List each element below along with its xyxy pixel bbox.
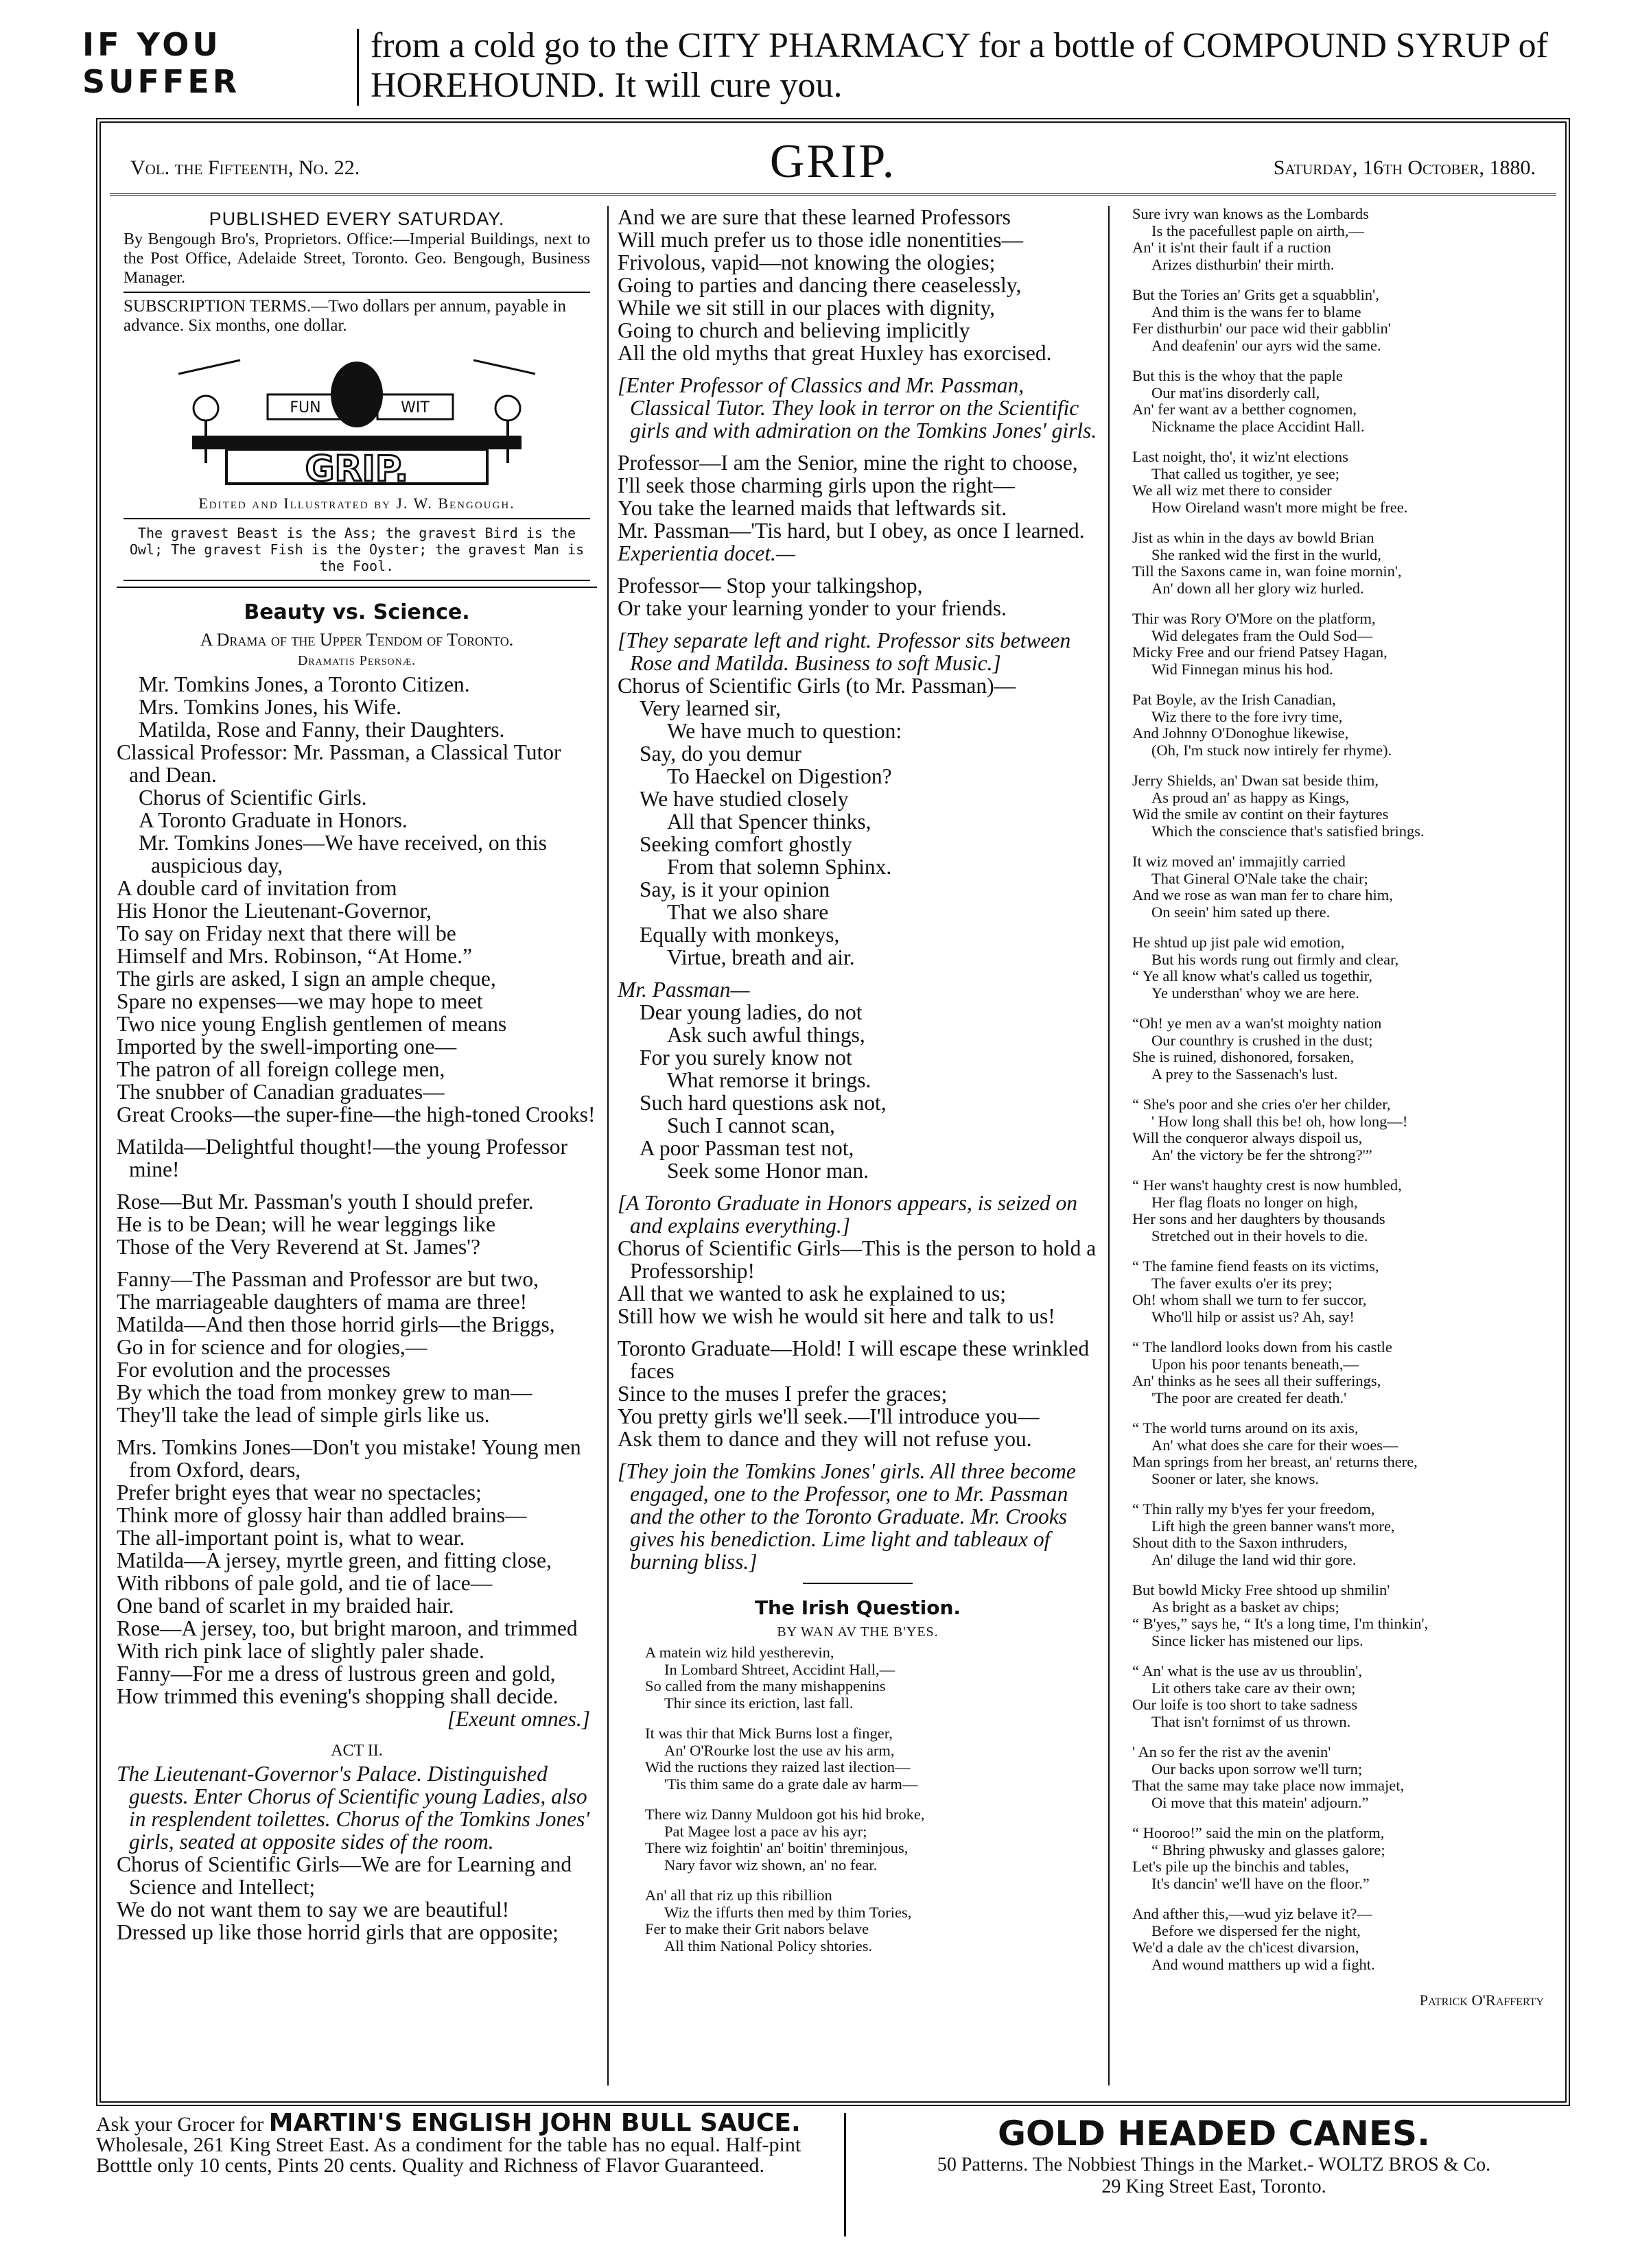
drama-line: Chorus of Scientific Girls—This is the person to hold a Professorship!	[618, 1236, 1097, 1283]
top-ad-text: from a cold go to the CITY PHARMACY for a bottle of COMPOUND SYRUP of HOREHOUND. It will cure you.	[371, 26, 1548, 105]
poem-line: An' down all her glory wiz hurled.	[1151, 579, 1364, 597]
volume-number: Vol. the Fifteenth, No. 22.	[130, 156, 360, 179]
poem-line: Since licker has mistened our lips.	[1151, 1631, 1363, 1649]
poem-line: “ The world turns around on its axis,	[1132, 1419, 1359, 1437]
poem-line: “ An' what is the use av us throublin',	[1132, 1662, 1362, 1679]
poem-line: An' all that riz up this ribillion	[645, 1887, 832, 1904]
poem-line: “Oh! ye men av a wan'st moighty nation	[1132, 1015, 1382, 1032]
drama-line: Professor—I am the Senior, mine the right to choose,	[618, 451, 1078, 475]
drama-line: Mr. Passman—'Tis hard, but I obey, as once I learned.	[618, 519, 1085, 543]
logo-grip-text: GRIP.	[305, 449, 409, 490]
poem-line: Her sons and her daughters by thousands	[1132, 1210, 1385, 1227]
poem-line: Upon his poor tenants beneath,—	[1151, 1355, 1359, 1373]
poem-line: It's dancin' we'll have on the floor.”	[1151, 1874, 1370, 1892]
drama-line: Matilda—Delightful thought!—the young Professor mine!	[117, 1135, 568, 1181]
drama-line: The snubber of Canadian graduates—	[117, 1080, 445, 1104]
drama-line: Frivolous, vapid—not knowing the ologies;	[618, 250, 996, 274]
irish-question-byline: BY WAN AV THE B'YES.	[777, 1625, 939, 1640]
drama-stage-direction: [A Toronto Graduate in Honors appears, is seized on and explains everything.]	[618, 1191, 1078, 1238]
poem-line: And afther this,—wud yiz belave it?—	[1132, 1905, 1372, 1922]
poem-line: And wound matthers up wid a fight.	[1151, 1955, 1375, 1973]
poem-line: Stretched out in their hovels to die.	[1151, 1227, 1368, 1244]
poem-line: That isn't fornimst of us thrown.	[1151, 1712, 1351, 1730]
drama-line: Classical Professor: Mr. Passman, a Classical Tutor and Dean.	[117, 740, 561, 787]
publisher-info: By Bengough Bro's, Proprietors. Office:—Imperial Buildings, next to the Post Office, Adelaide Street, Toronto. Geo. Bengough, Business Manager.	[124, 231, 590, 287]
poem-line: Man springs from her breast, an' returns there,	[1132, 1453, 1418, 1470]
poem-line: Our counthry is crushed in the dust;	[1151, 1031, 1373, 1049]
drama-line: By which the toad from monkey grew to man—	[117, 1380, 532, 1404]
drama-line: With ribbons of pale gold, and tie of lace—	[117, 1571, 493, 1595]
drama-line: Matilda—And then those horrid girls—the Briggs,	[117, 1312, 555, 1336]
chorus-line: We have studied closely	[640, 787, 849, 811]
grip-logo-illustration	[165, 346, 549, 491]
poem-line: Pat Boyle, av the Irish Canadian,	[1132, 691, 1336, 708]
poem-line: Who'll hilp or assist us? Ah, say!	[1151, 1308, 1355, 1325]
drama-line: Himself and Mrs. Robinson, “At Home.”	[117, 944, 472, 968]
drama-line: Since to the muses I prefer the graces;	[618, 1382, 948, 1406]
poem-line: Wid delegates fram the Ould Sod—	[1151, 626, 1373, 644]
drama-line: Prefer bright eyes that wear no spectacles;	[117, 1480, 482, 1504]
poem-line: “ Ye all know what's called us togethir,	[1132, 967, 1372, 984]
poem-line: And we rose as wan man fer to chare him,	[1132, 886, 1393, 903]
poem-line: Thir was Rory O'More on the platform,	[1132, 610, 1376, 627]
drama-line: Mrs. Tomkins Jones—Don't you mistake! Young men from Oxford, dears,	[117, 1435, 581, 1482]
top-ad-divider	[357, 29, 359, 106]
drama-line: While we sit still in our places with dignity,	[618, 296, 996, 320]
poem-line: Is the pacefullest paple on airth,—	[1151, 222, 1364, 239]
chorus-line: Seeking comfort ghostly	[640, 832, 852, 856]
passman-line: Dear young ladies, do not	[640, 1000, 863, 1024]
poem-line: A prey to the Sassenach's lust.	[1151, 1065, 1338, 1083]
poem-line: Arizes disthurbin' their mirth.	[1151, 255, 1335, 273]
poem-line: Will the conqueror always dispoil us,	[1132, 1129, 1363, 1146]
irish-poem-column-2	[618, 1644, 1098, 1954]
newspaper-title: GRIP.	[769, 135, 897, 188]
drama-line: A Toronto Graduate in Honors.	[139, 808, 408, 832]
poem-line: (Oh, I'm stuck now intirely fer rhyme).	[1151, 741, 1392, 759]
drama-line: Dressed up like those horrid girls that are opposite;	[117, 1920, 559, 1944]
poem-line: That Gineral O'Nale take the chair;	[1151, 869, 1368, 887]
drama-subtitle: A Drama of the Upper Tendom of Toronto.	[200, 630, 514, 650]
poem-line: The faver exults o'er its prey;	[1151, 1274, 1333, 1292]
chorus-line: Say, do you demur	[640, 742, 801, 766]
poem-line: 'Tis thim same do a grate dale av harm—	[664, 1775, 918, 1793]
drama-line: Imported by the swell-importing one—	[117, 1035, 457, 1059]
poem-line: Jist as whin in the days av bowld Brian	[1132, 529, 1374, 546]
poem-line: It was thir that Mick Burns lost a finger,	[645, 1725, 893, 1742]
editor-credit: Edited and Illustrated by J. W. Bengough.	[198, 495, 515, 512]
drama-line: Chorus of Scientific Girls.	[139, 785, 367, 810]
poem-line: Lift high the green banner wans't more,	[1151, 1517, 1395, 1535]
drama-line: And we are sure that these learned Professors	[618, 205, 1011, 229]
drama-line: [Exeunt omnes.]	[447, 1707, 590, 1731]
sauce-ad-lead: Ask your Grocer for	[96, 2113, 264, 2136]
poem-line: An' fer want av a betther cognomen,	[1132, 401, 1357, 418]
drama-line: The girls are asked, I sign an ample cheque,	[117, 967, 496, 991]
poem-line: Nary favor wiz shown, an' no fear.	[664, 1856, 878, 1874]
drama-stage-direction: [Enter Professor of Classics and Mr. Passman, Classical Tutor. They look in terror on the Scientific girls and with admiration on the Tomkins Jones' girls.	[618, 373, 1097, 442]
sauce-ad-brand: MARTIN'S ENGLISH JOHN BULL SAUCE.	[268, 2109, 801, 2137]
poem-line: “ The landlord looks down from his castle	[1132, 1338, 1392, 1356]
poem-line: A matein wiz hild yestherevin,	[645, 1644, 834, 1661]
drama-line: How trimmed this evening's shopping shall decide.	[117, 1684, 559, 1708]
poem-line: Lit others take care av their own;	[1151, 1679, 1356, 1697]
logo-banner-right: WIT	[401, 399, 430, 416]
poem-line: Shout dith to the Saxon inthruders,	[1132, 1534, 1348, 1551]
drama-line: Two nice young English gentlemen of means	[117, 1012, 507, 1036]
poem-line: “ Thin rally my b'yes fer your freedom,	[1132, 1500, 1375, 1517]
poem-line: How Oireland wasn't more might be free.	[1151, 498, 1408, 516]
logo-banner-left: FUN	[290, 399, 321, 416]
drama-line: Going to parties and dancing there ceaselessly,	[618, 273, 1022, 297]
drama-line: Matilda—A jersey, myrtle green, and fitting close,	[117, 1548, 552, 1572]
poem-line: ' An so fer the rist av the avenin'	[1132, 1743, 1331, 1760]
drama-line: Chorus of Scientific Girls—We are for Learning and Science and Intellect;	[117, 1852, 572, 1899]
chorus-line: All that Spencer thinks,	[667, 810, 871, 834]
poem-line: We all wiz met there to consider	[1132, 482, 1332, 499]
poem-line: “ Her wans't haughty crest is now humbled,	[1132, 1177, 1402, 1194]
passman-line: Such I cannot scan,	[667, 1113, 835, 1137]
drama-line: Fanny—For me a dress of lustrous green and gold,	[117, 1662, 556, 1686]
poem-line: Oi move that this matein' adjourn.”	[1151, 1793, 1369, 1811]
drama-text-column-1	[117, 673, 597, 1944]
poem-line: Fer to make their Grit nabors belave	[645, 1920, 869, 1937]
drama-title: Beauty vs. Science.	[244, 600, 470, 624]
poem-line: Wid the smile av contint on their faytures	[1132, 805, 1389, 823]
drama-line: To say on Friday next that there will be	[117, 921, 456, 945]
drama-line: The patron of all foreign college men,	[117, 1057, 445, 1081]
poem-line: Till the Saxons came in, wan foine mornin',	[1132, 563, 1402, 580]
column-2	[618, 206, 1098, 1954]
poem-line: Wid the ructions they raized last ilection—	[645, 1758, 911, 1775]
drama-line: Matilda, Rose and Fanny, their Daughters.	[139, 718, 505, 742]
drama-line: One band of scarlet in my braided hair.	[117, 1594, 454, 1618]
drama-line: A double card of invitation from	[117, 876, 397, 900]
drama-line: Chorus of Scientific Girls (to Mr. Passman)—	[618, 674, 1016, 698]
poem-line: Wiz the iffurts then med by thim Tories,	[664, 1903, 912, 1921]
drama-line: For evolution and the processes	[117, 1358, 390, 1382]
poem-line: Jerry Shields, an' Dwan sat beside thim,	[1132, 772, 1379, 789]
poem-line: ' How long shall this be! oh, how long—!	[1151, 1112, 1408, 1130]
drama-line: Spare no expenses—we may hope to meet	[117, 989, 483, 1013]
drama-line: Mr. Tomkins Jones, a Toronto Citizen.	[139, 672, 470, 696]
drama-line: All that we wanted to ask he explained to us;	[618, 1281, 1006, 1306]
poem-line: He shtud up jist pale wid emotion,	[1132, 934, 1345, 951]
poem-line: Let's pile up the binchis and tables,	[1132, 1858, 1349, 1875]
poem-line: But bowld Micky Free shtood up shmilin'	[1132, 1581, 1390, 1598]
poem-line: That called us togither, ye see;	[1151, 464, 1339, 482]
drama-line: They'll take the lead of simple girls like us.	[117, 1403, 490, 1427]
drama-line: Rose—A jersey, too, but bright maroon, and trimmed	[117, 1616, 578, 1640]
poem-line: “ Hooroo!” said the min on the platform,	[1132, 1824, 1385, 1841]
poem-line: It wiz moved an' immajitly carried	[1132, 853, 1346, 870]
passman-line: What remorse it brings.	[667, 1068, 871, 1092]
column-divider	[1108, 206, 1110, 2086]
poem-line: There wiz Danny Muldoon got his hid broke,	[645, 1806, 925, 1823]
column-divider	[607, 206, 609, 2086]
poem-line: Wid Finnegan minus his hod.	[1151, 660, 1333, 678]
poem-line: Last noight, tho', it wiz'nt elections	[1132, 448, 1348, 465]
poem-line: Sure ivry wan knows as the Lombards	[1132, 205, 1369, 222]
drama-line: Mr. Tomkins Jones—We have received, on this auspicious day,	[139, 831, 547, 877]
poem-line: Her flag floats no longer on high,	[1151, 1193, 1358, 1211]
poem-line: And thim is the wans fer to blame	[1151, 303, 1361, 320]
poem-line: Which the conscience that's satisfied brings.	[1151, 822, 1425, 840]
section-divider	[803, 1583, 913, 1584]
chorus-line: Very learned sir,	[640, 696, 782, 720]
chorus-line: Say, is it your opinion	[640, 877, 830, 901]
poem-line: Thir since its eriction, last fall.	[664, 1694, 854, 1712]
drama-stage-direction: [They separate left and right. Professor sits between Rose and Matilda. Business to soft Music.]	[618, 628, 1071, 675]
poem-line: That the same may take place now immajet,	[1132, 1777, 1405, 1794]
poem-line: 'The poor are created fer death.'	[1151, 1389, 1347, 1406]
canes-ad-line-1: 50 Patterns. The Nobbiest Things in the Market.- WOLTZ BROS & Co.	[937, 2154, 1491, 2175]
drama-line: You pretty girls we'll seek.—I'll introduce you—	[618, 1404, 1040, 1428]
drama-line: Professor— Stop your talkingshop,	[618, 574, 923, 598]
drama-line: All the old myths that great Huxley has exorcised.	[618, 341, 1052, 365]
drama-line: We do not want them to say we are beautiful!	[117, 1898, 510, 1922]
grip-logo-svg	[165, 346, 549, 491]
poem-line: She is ruined, dishonored, forsaken,	[1132, 1048, 1355, 1065]
poem-line: So called from the many mishappenins	[645, 1677, 886, 1694]
column-1	[117, 206, 597, 1944]
motto: The gravest Beast is the Ass; the gravest Bird is the Owl; The gravest Fish is the Oyster; the gravest Man is the Fool.	[124, 518, 590, 581]
poem-line: There wiz foightin' an' boitin' threminjous,	[645, 1839, 909, 1856]
drama-line: Go in for science and for ologies,—	[117, 1335, 428, 1359]
poem-line: Micky Free and our friend Patsey Hagan,	[1132, 643, 1387, 661]
poem-line: Sooner or later, she knows.	[1151, 1469, 1320, 1487]
canes-ad-title: GOLD HEADED CANES.	[998, 2114, 1430, 2153]
poem-line: In Lombard Shtreet, Accidint Hall,—	[664, 1660, 895, 1678]
poem-line: An' it is'nt their fault if a ruction	[1132, 239, 1331, 256]
chorus-line: We have much to question:	[667, 719, 902, 743]
poem-line: Fer disthurbin' our pace wid their gabblin'	[1132, 320, 1391, 337]
passman-line: Seek some Honor man.	[667, 1159, 869, 1183]
drama-line: Fanny—The Passman and Professor are but two,	[117, 1267, 539, 1291]
poem-line: An' thinks as he sees all their sufferings,	[1132, 1372, 1381, 1389]
drama-line: Think more of glossy hair than addled brains—	[117, 1503, 527, 1527]
publisher-box	[117, 209, 597, 588]
masthead	[110, 129, 1556, 192]
drama-stage-direction: [They join the Tomkins Jones' girls. All three become engaged, one to the Professor, one to Mr. Passman and the other to the Toronto Graduate. Mr. Crooks gives his benediction. Lime light and tableaux of burning bliss.]	[618, 1459, 1076, 1574]
poem-line: Our mat'ins disorderly call,	[1151, 383, 1320, 401]
drama-line: His Honor the Lieutenant-Governor,	[117, 899, 432, 923]
poem-line: An' the victory be fer the shtrong?'”	[1151, 1146, 1372, 1163]
drama-line: Mr. Passman—	[618, 978, 750, 1002]
poem-line: Our backs upon sorrow we'll turn;	[1151, 1760, 1363, 1777]
chorus-line: From that solemn Sphinx.	[667, 855, 892, 879]
drama-line: You take the learned maids that leftwards sit.	[618, 496, 1007, 520]
subscription-terms: SUBSCRIPTION TERMS.—Two dollars per annum, payable in advance. Six months, one dollar.	[124, 292, 590, 335]
drama-line: With rich pink lace of slightly paler shade.	[117, 1639, 484, 1663]
publisher-heading: PUBLISHED EVERY SATURDAY.	[209, 209, 505, 229]
drama-line: Toronto Graduate—Hold! I will escape these wrinkled faces	[618, 1336, 1090, 1383]
poem-line: But his words rung out firmly and clear,	[1151, 950, 1399, 968]
dramatis-personae-heading: Dramatis Personæ.	[297, 653, 417, 668]
passman-line: For you surely know not	[640, 1046, 852, 1070]
top-advertisement	[82, 26, 1585, 108]
drama-line: Ask them to dance and they will not refuse you.	[618, 1427, 1032, 1451]
poem-line: She ranked wid the first in the wurld,	[1151, 545, 1381, 563]
poem-line: Wiz there to the fore ivry time,	[1151, 707, 1343, 725]
poem-line: Before we dispersed fer the night,	[1151, 1922, 1361, 1939]
drama-text-column-2	[618, 206, 1098, 1573]
drama-line: He is to be Dean; will he wear leggings like	[117, 1212, 495, 1236]
drama-line: Experientia docet.—	[618, 541, 795, 565]
chorus-line: To Haeckel on Digestion?	[667, 764, 892, 788]
drama-stage-direction: The Lieutenant-Governor's Palace. Distinguished guests. Enter Chorus of Scientific young Ladies, also in resplendent toilettes. Chorus of the Tomkins Jones' girls, seated at opposite sides of the room.	[117, 1762, 590, 1854]
poem-line: As bright as a basket av chips;	[1151, 1598, 1339, 1616]
poem-line: But the Tories an' Grits get a squabblin',	[1132, 286, 1379, 303]
canes-advertisement	[858, 2113, 1570, 2198]
bottom-ad-divider	[844, 2113, 846, 2236]
passman-line: Such hard questions ask not,	[640, 1091, 887, 1115]
poem-line: Pat Magee lost a pace av his ayr;	[664, 1822, 867, 1840]
sauce-ad-text: Wholesale, 261 King Street East. As a condiment for the table has no equal. Half-pint Botttle only 10 cents, Pints 20 cents. Quality and Richness of Flavor Guaranteed.	[96, 2134, 801, 2177]
act-heading: ACT II.	[331, 1742, 383, 1760]
drama-line: The marriageable daughters of mama are three!	[117, 1290, 528, 1314]
poem-line: Our loife is too short to take sadness	[1132, 1696, 1358, 1713]
issue-date: Saturday, 16th October, 1880.	[1273, 156, 1536, 179]
canes-ad-line-2: 29 King Street East, Toronto.	[1101, 2176, 1326, 2197]
poem-line: “ B'yes,” says he, “ It's a long time, I'm thinkin',	[1132, 1615, 1429, 1632]
drama-line: Or take your learning yonder to your friends.	[618, 596, 1007, 620]
poem-line: On seein' him sated up there.	[1151, 903, 1331, 921]
irish-poem-column-3	[1119, 206, 1565, 2009]
poem-line: All thim National Policy shtories.	[664, 1937, 873, 1954]
drama-line: Will much prefer us to those idle nonentities—	[618, 228, 1023, 252]
poem-line: “ Bhring phwusky and glasses galore;	[1151, 1841, 1385, 1858]
poem-line: And deafenin' our ayrs wid the same.	[1151, 336, 1381, 354]
masthead-rule	[110, 193, 1556, 196]
bottom-advertisements	[96, 2109, 1570, 2250]
poem-line: An' diluge the land wid thir gore.	[1151, 1550, 1357, 1568]
chorus-line: Virtue, breath and air.	[667, 945, 855, 969]
poem-line: And Johnny O'Donoghue likewise,	[1132, 724, 1349, 742]
poem-line: “ She's poor and she cries o'er her childer,	[1132, 1096, 1391, 1113]
poem-line: An' O'Rourke lost the use av his arm,	[664, 1741, 895, 1759]
drama-line: Those of the Very Reverend at St. James'?	[117, 1235, 480, 1259]
poem-line: “ The famine fiend feasts on its victims,	[1132, 1257, 1379, 1275]
irish-question-title: The Irish Question.	[754, 1596, 961, 1619]
passman-line: Ask such awful things,	[667, 1023, 865, 1047]
column-3	[1119, 206, 1565, 2009]
poem-signature: Patrick O'Rafferty	[1419, 1992, 1544, 2009]
drama-line: The all-important point is, what to wear.	[117, 1526, 465, 1550]
chorus-line: Equally with monkeys,	[640, 923, 840, 947]
poem-line: We'd a dale av the ch'icest divarsion,	[1132, 1939, 1359, 1956]
drama-line: Rose—But Mr. Passman's youth I should prefer.	[117, 1190, 534, 1214]
drama-line: I'll seek those charming girls upon the right—	[618, 473, 1015, 497]
drama-line: Mrs. Tomkins Jones, his Wife.	[139, 695, 401, 719]
poem-line: But this is the whoy that the paple	[1132, 367, 1343, 384]
drama-line: Still how we wish he would sit here and talk to us!	[618, 1304, 1055, 1328]
poem-line: An' what does she care for their woes—	[1151, 1436, 1398, 1454]
poem-line: As proud an' as happy as Kings,	[1151, 788, 1350, 806]
top-ad-lead: IF YOU SUFFER	[82, 26, 241, 100]
chorus-line: That we also share	[667, 900, 829, 924]
drama-line: Going to church and believing implicitly	[618, 318, 970, 342]
sauce-advertisement	[96, 2109, 830, 2177]
poem-line: Ye understhan' whoy we are here.	[1151, 984, 1359, 1002]
poem-line: Nickname the place Accidint Hall.	[1151, 417, 1365, 435]
poem-line: Oh! whom shall we turn to fer succor,	[1132, 1291, 1367, 1308]
drama-line: Great Crooks—the super-fine—the high-toned Crooks!	[117, 1102, 596, 1126]
passman-line: A poor Passman test not,	[640, 1136, 854, 1160]
